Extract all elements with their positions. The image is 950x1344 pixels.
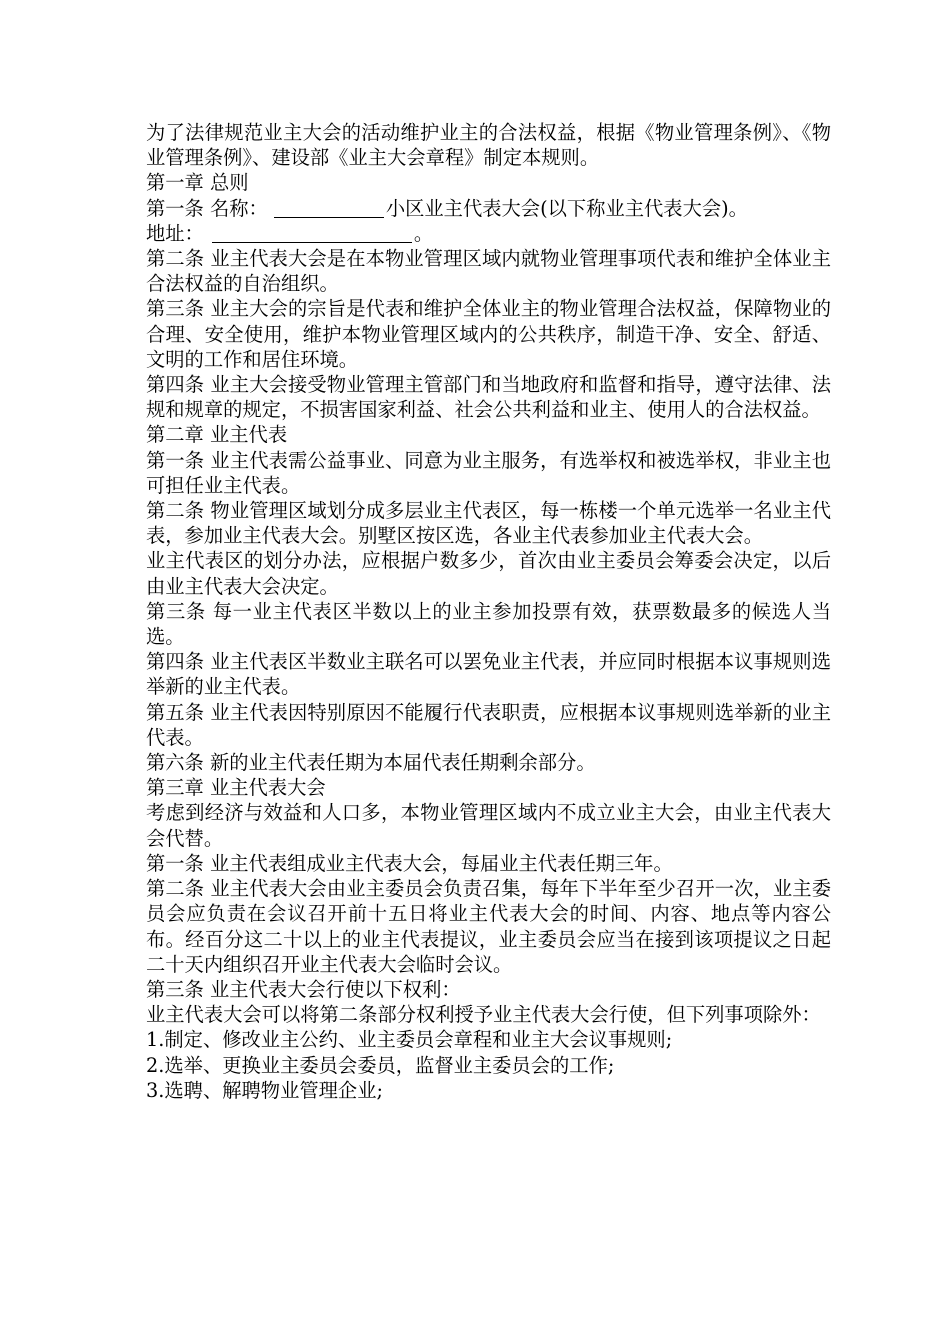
chapter-3-article-3-note: 业主代表大会可以将第二条部分权利授予业主代表大会行使，但下列事项除外： [146,1003,821,1027]
chapter-2-article-6: 第六条 新的业主代表任期为本届代表任期剩余部分。 [146,751,596,775]
chapter-3-intro: 考虑到经济与效益和人口多，本物业管理区域内不成立业主大会，由业主代表大会代替。 [146,801,831,850]
chapter-2-article-4: 第四条 业主代表区半数业主联名可以罢免业主代表，并应同时根据本议事规则选举新的业主代表。 [146,650,831,699]
address-blank-line [212,223,412,243]
chapter-2-article-2: 第二条 物业管理区域划分成多层业主代表区，每一栋楼一个单元选举一名业主代表，参加业主代表大会。别墅区按区选，各业主代表参加业主代表大会。 [146,499,831,548]
chapter-2-article-3: 第三条 每一业主代表区半数以上的业主参加投票有效，获票数最多的候选人当选。 [146,599,831,649]
chapter-3-article-3: 第三条 业主代表大会行使以下权利： [146,977,461,1001]
name-blank-line [274,198,384,218]
chapter-3-title: 第三章 业主代表大会 [146,776,326,800]
document-body [146,120,831,1103]
chapter-1-article-1 [146,196,831,221]
chapter-1-article-2: 第二条 业主代表大会是在本物业管理区域内就物业管理事项代表和维护全体业主合法权益的自治组织。 [146,247,831,296]
chapter-2-title: 第二章 业主代表 [146,423,288,447]
address-suffix: 。 [413,221,434,245]
chapter-2-article-2-note: 业主代表区的划分办法，应根据户数多少，首次由业主委员会筹委会决定，以后由业主代表大会决定。 [146,549,831,598]
list-item: 1.制定、修改业主公约、业主委员会章程和业主大会议事规则; [146,1028,673,1052]
chapter-3-article-2: 第二条 业主代表大会由业主委员会负责召集，每年下半年至少召开一次，业主委员会应负责在会议召开前十五日将业主代表大会的时间、内容、地点等内容公布。经百分这二十以上的业主代表提议，业主委员会应当在接到该项提议之日起二十天内组织召开业主代表大会临时会议。 [146,877,831,976]
chapter-1-article-4: 第四条 业主大会接受物业管理主管部门和当地政府和监督和指导，遵守法律、法规和规章的规定，不损害国家利益、社会公共利益和业主、使用人的合法权益。 [146,373,831,422]
chapter-2-article-1: 第一条 业主代表需公益事业、同意为业主服务，有选举权和被选举权，非业主也可担任业主代表。 [146,448,831,497]
address-prefix: 地址： [146,221,204,245]
address-line [146,221,831,246]
chapter-1-article-3: 第三条 业主大会的宗旨是代表和维护全体业主的物业管理合法权益，保障物业的合理、安全使用，维护本物业管理区域内的公共秩序，制造干净、安全、舒适、文明的工作和居住环境。 [146,297,831,371]
chapter-2-article-5: 第五条 业主代表因特别原因不能履行代表职责，应根据本议事规则选举新的业主代表。 [146,700,831,749]
intro-paragraph: 为了法律规范业主大会的活动维护业主的合法权益，根据《物业管理条例》、《物业管理条例》、建设部《业主大会章程》制定本规则。 [146,121,831,170]
article-1-prefix: 第一条 名称： [146,196,268,220]
list-item: 2.选举、更换业主委员会委员，监督业主委员会的工作; [146,1053,615,1077]
article-1-suffix: 小区业主代表大会(以下称业主代表大会)。 [385,196,748,220]
chapter-1-title: 第一章 总则 [146,171,249,195]
chapter-3-article-1: 第一条 业主代表组成业主代表大会，每届业主代表任期三年。 [146,851,673,875]
list-item: 3.选聘、解聘物业管理企业; [146,1078,383,1102]
